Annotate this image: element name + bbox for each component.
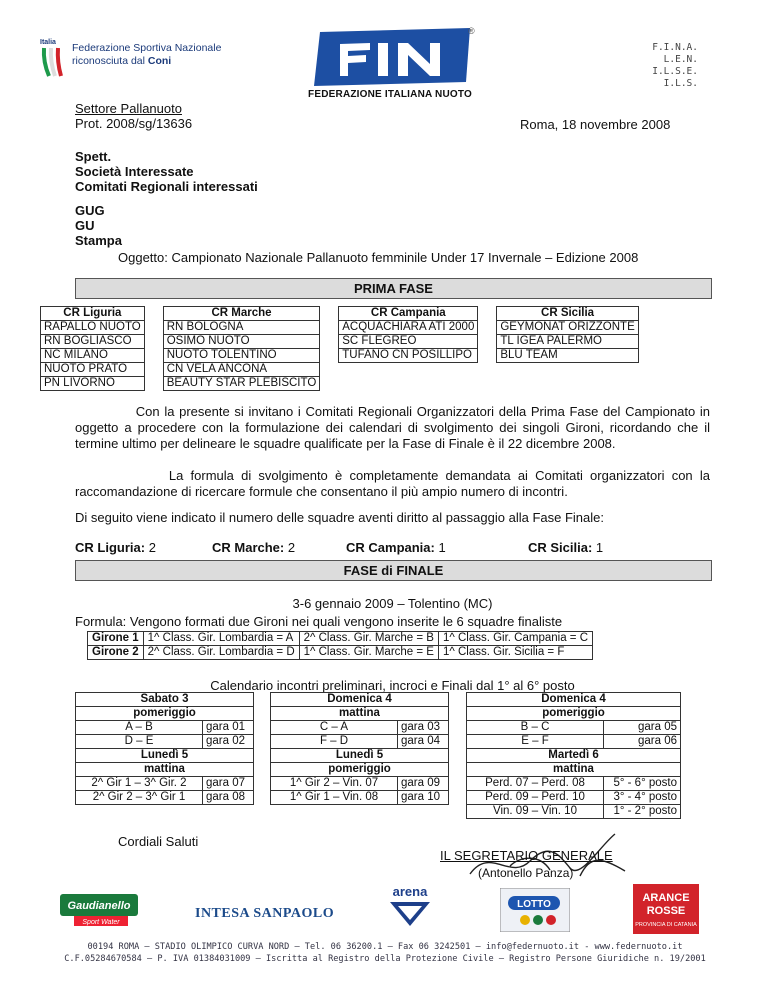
paragraph-1 [75,404,710,452]
match-code: gara 10 [398,791,449,805]
day-label: Martedì 6 [467,749,681,763]
table-row [76,777,254,791]
qualifier-label: CR Sicilia: [528,540,593,555]
day-label: Domenica 4 [271,693,449,707]
table-row [271,749,449,763]
team-cell: RN BOLOGNA [163,321,320,335]
table-row [76,735,254,749]
match-code: 3° - 4° posto [604,791,681,805]
team-cell: ACQUACHIARA ATI 2000 [339,321,478,335]
table-row [271,735,449,749]
match-code: 1° - 2° posto [604,805,681,819]
match-code: gara 07 [203,777,254,791]
match-code: gara 03 [398,721,449,735]
table-row [88,632,593,646]
formula-text: Formula: Vengono formati due Gironi nei quali vengono inserite le 6 squadre finaliste [75,614,563,629]
team-cell: RAPALLO NUOTO [41,321,145,335]
team-cell: NC MILANO [41,349,145,363]
day-part: pomeriggio [467,707,681,721]
table-row [271,721,449,735]
spacer [320,307,339,321]
lotto-logo [500,888,570,932]
table-row [76,693,254,707]
match: A – B [76,721,203,735]
team-cell: PN LIVORNO [41,377,145,391]
match-code: gara 05 [604,721,681,735]
spacer [144,321,163,335]
affiliation: I.L.S. [663,78,698,89]
sponsor-strip [60,884,710,944]
recipient: Società Interessate [75,164,194,179]
match: 1^ Gir 1 – Vin. 08 [271,791,398,805]
spacer [320,363,339,377]
paragraph-3: Di seguito viene indicato il numero delle squadre aventi diritto al passaggio alla Fase Finale: [75,510,604,525]
coni-recognition [72,42,221,68]
match: 2^ Gir 1 – 3^ Gir. 2 [76,777,203,791]
spacer [144,335,163,349]
recipients-2 [75,203,122,248]
match: Perd. 09 – Perd. 10 [467,791,604,805]
match: F – D [271,735,398,749]
match: B – C [467,721,604,735]
italia-coni-logo [40,38,68,78]
girone-name: Girone 1 [88,632,144,646]
match-code: gara 06 [604,735,681,749]
team-cell: TL IGEA PALERMO [497,335,638,349]
match: 2^ Gir 2 – 3^ Gir 1 [76,791,203,805]
qualifier-value: 1 [595,540,604,555]
paragraph-2-text: La formula di svolgimento è completamente demandata ai Comitati organizzatori con la raccomandazione di ricercare formule che consentano il più ampio numero di incontri. [75,468,710,499]
table-row [467,805,681,819]
table-row [467,791,681,805]
table-row [467,693,681,707]
qualifier-value: 1 [438,540,446,555]
recipient: GUG [75,203,105,218]
match: C – A [271,721,398,735]
table-row [467,735,681,749]
arena-text: arena [392,884,428,899]
qualifier-value: 2 [148,540,156,555]
paragraph-2 [75,468,710,500]
spacer [497,377,638,391]
spacer [320,349,339,363]
signatory-name: (Antonello Panza) [478,866,574,880]
table-row [271,763,449,777]
team-cell: GEYMONAT ORIZZONTE [497,321,638,335]
spacer [478,349,497,363]
table-row [271,707,449,721]
qualifier-label: CR Campania: [346,540,435,555]
group-header: CR Campania [339,307,478,321]
arance-line1: ARANCE [642,892,690,904]
fin-subtitle: FEDERAZIONE ITALIANA NUOTO [308,89,472,100]
girone-slot: 1^ Class. Gir. Sicilia = F [438,646,592,660]
prima-fase-heading: PRIMA FASE [75,278,712,299]
spacer [144,307,163,321]
arance-rosse-logo [633,884,699,934]
table-row [271,791,449,805]
girone-slot: 1^ Class. Gir. Marche = E [299,646,438,660]
signatory-role: IL SEGRETARIO GENERALE [440,848,613,863]
settore: Settore Pallanuoto [75,101,182,116]
spacer [478,377,497,391]
table-row [467,721,681,735]
gaudianello-sub: Sport Water [82,919,120,926]
day-part: mattina [467,763,681,777]
qualifier [212,540,295,555]
footer-line1: 00194 ROMA – STADIO OLIMPICO CURVA NORD – Tel. 06 36200.1 – Fax 06 3242501 – info@federnuoto.it - www.federnuoto.it [87,942,683,952]
spacer [144,349,163,363]
spacer [144,377,163,391]
match-code: gara 04 [398,735,449,749]
paragraph-1-text: Con la presente si invitano i Comitati Regionali Organizzatori della Prima Fase del Campionato in oggetto a procedere con la formulazione dei calendari di svolgimento dei singoli Gironi, ricordando che il termine ultimo per delineare le squadre qualificate per la Fase di Finale è il 22 dicembre 2008. [75,404,710,451]
fin-logo-text: FIN [389,70,391,71]
match-code: gara 09 [398,777,449,791]
table-row [467,763,681,777]
qualifier-value: 2 [287,540,296,555]
girone-slot: 2^ Class. Gir. Lombardia = D [143,646,299,660]
girone-slot: 1^ Class. Gir. Campania = C [438,632,592,646]
spacer [339,377,478,391]
table-row [76,791,254,805]
spacer [339,363,478,377]
coni-line2 [72,55,221,68]
day-label: Sabato 3 [76,693,254,707]
arance-line3: PROVINCIA DI CATANIA [635,922,697,928]
table-row [41,335,639,349]
team-cell: CN VELA ANCONA [163,363,320,377]
calendar-column [270,692,449,805]
table-row [76,707,254,721]
calendar-title: Calendario incontri preliminari, incroci e Finali dal 1° al 6° posto [210,678,575,693]
lotto-text: LOTTO [517,899,551,910]
day-label: Lunedì 5 [271,749,449,763]
match-code: gara 02 [203,735,254,749]
match: 1^ Gir 2 – Vin. 07 [271,777,398,791]
qualifier [528,540,603,555]
finale-dates: 3-6 gennaio 2009 – Tolentino (MC) [292,596,493,611]
team-cell: NUOTO PRATO [41,363,145,377]
recipient: Comitati Regionali interessati [75,179,258,194]
date-place: Roma, 18 novembre 2008 [520,117,671,132]
table-row [88,646,593,660]
match-code: 5° - 6° posto [604,777,681,791]
protocol: Prot. 2008/sg/13636 [75,116,193,131]
table-row [467,749,681,763]
spacer [478,335,497,349]
table-row [41,349,639,363]
match: E – F [467,735,604,749]
qualifier [346,540,446,555]
table-row [76,721,254,735]
qualifier-label: CR Liguria: [75,540,146,555]
intesa-logo: INTESA SANPAOLO [195,906,335,921]
table-row [41,363,639,377]
affiliation: I.L.S.E. [652,66,698,77]
table-row [467,777,681,791]
spacer [320,377,339,391]
spacer [478,321,497,335]
affiliations [652,42,698,90]
spacer [497,363,638,377]
team-cell: TUFANO CN POSILLIPO [339,349,478,363]
greeting: Cordiali Saluti [118,834,199,849]
arance-line2: ROSSE [646,905,686,917]
affiliation: L.E.N. [663,54,698,65]
match-code: gara 01 [203,721,254,735]
gaudianello-logo [60,886,140,930]
team-cell: BEAUTY STAR PLEBISCITO [163,377,320,391]
team-cell: SC FLEGREO [339,335,478,349]
team-cell: BLU TEAM [497,349,638,363]
girone-slot: 2^ Class. Gir. Marche = B [299,632,438,646]
recipients [75,149,258,194]
affiliation: F.I.N.A. [652,42,698,53]
match: Perd. 07 – Perd. 08 [467,777,604,791]
fase-finale-heading: FASE di FINALE [75,560,712,581]
sender-block [75,101,192,131]
prima-fase-table [40,306,639,391]
subject-line: Oggetto: Campionato Nazionale Pallanuoto femminile Under 17 Invernale – Edizione 2008 [118,250,639,265]
team-cell: OSIMO NUOTO [163,335,320,349]
registered-mark: ® [468,26,475,36]
qualifier-label: CR Marche: [212,540,285,555]
table-row [467,707,681,721]
match: Vin. 09 – Vin. 10 [467,805,604,819]
coni-prefix: riconosciuta dal [72,55,148,67]
table-row [271,693,449,707]
coni-bold: Coni [147,55,172,67]
girone-slot: 1^ Class. Gir. Lombardia = A [143,632,299,646]
spacer [478,307,497,321]
calendar-column [466,692,681,819]
gaudianello-text: Gaudianello [67,900,131,912]
coni-line1: Federazione Sportiva Nazionale [72,42,222,54]
spacer [320,321,339,335]
day-part: pomeriggio [271,763,449,777]
recipient: GU [75,218,95,233]
day-part: mattina [271,707,449,721]
day-part: pomeriggio [76,707,254,721]
day-part: mattina [76,763,254,777]
day-label: Lunedì 5 [76,749,254,763]
team-cell: RN BOGLIASCO [41,335,145,349]
group-header: CR Liguria [41,307,145,321]
table-row [271,777,449,791]
team-cell: NUOTO TOLENTINO [163,349,320,363]
spacer [320,335,339,349]
recipient: Spett. [75,149,112,164]
group-header: CR Marche [163,307,320,321]
day-label: Domenica 4 [467,693,681,707]
spacer [478,363,497,377]
table-row [76,763,254,777]
qualifier [75,540,156,555]
footer [40,941,730,965]
arena-logo [380,884,440,932]
recipient: Stampa [75,233,122,248]
flag-word: Italia [40,39,56,46]
gironi-table [87,631,593,660]
table-header-row [41,307,639,321]
girone-name: Girone 2 [88,646,144,660]
group-header: CR Sicilia [497,307,638,321]
match-code: gara 08 [203,791,254,805]
table-row [76,749,254,763]
match: D – E [76,735,203,749]
footer-line2: C.F.05284670584 – P. IVA 01384031009 – Iscritta al Registro della Protezione Civile – Registro Persone Giuridiche n. 19/2001 [64,954,706,964]
spacer [144,363,163,377]
table-row [41,377,639,391]
calendar-column [75,692,254,805]
table-row [41,321,639,335]
